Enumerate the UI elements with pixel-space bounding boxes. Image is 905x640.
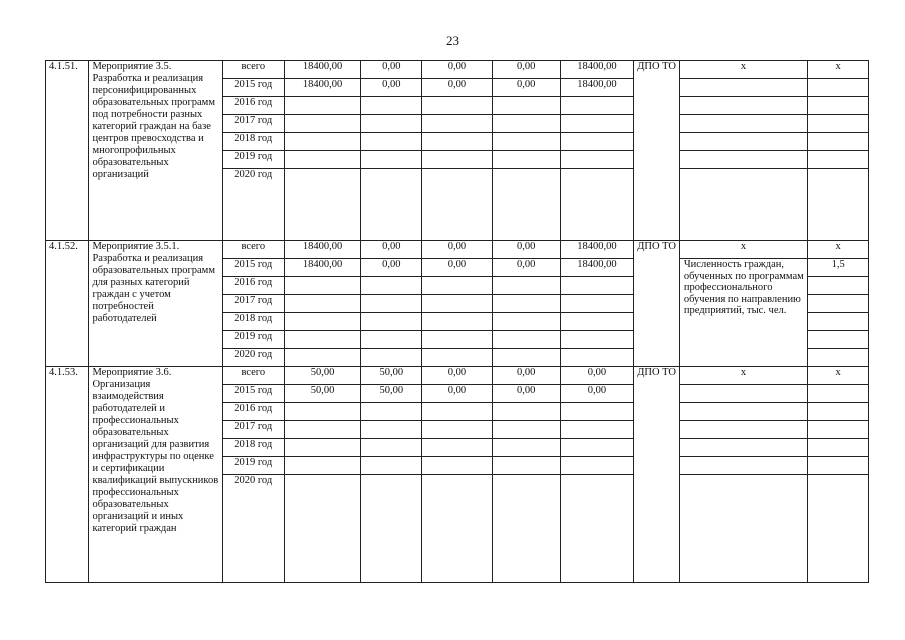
year-cell: всего — [222, 367, 284, 385]
indicator-name-cell — [679, 439, 807, 457]
amount-cell — [492, 349, 560, 367]
amount-cell — [560, 277, 634, 295]
indicator-value-cell — [808, 403, 869, 421]
event-name: Мероприятие 3.5.1. Разработка и реализация образовательных программ для разных категорий граждан с учетом потребностей работодателей — [89, 241, 222, 367]
indicator-name: Численность граждан, обученных по программам профессионального обучения по направлению предприятий, тыс. чел. — [679, 259, 807, 367]
indicator-value-cell — [808, 133, 869, 151]
year-cell: 2016 год — [222, 403, 284, 421]
table-row — [46, 241, 869, 259]
amount-cell: 0,00 — [492, 385, 560, 403]
indicator-name-cell — [679, 169, 807, 241]
indicator-value-cell — [808, 385, 869, 403]
amount-cell: 18400,00 — [560, 61, 634, 79]
indicator-value: х — [808, 61, 869, 79]
amount-cell — [361, 349, 422, 367]
amount-cell — [361, 403, 422, 421]
row-code: 4.1.53. — [46, 367, 89, 583]
amount-cell: 0,00 — [492, 79, 560, 97]
row-code: 4.1.52. — [46, 241, 89, 367]
year-cell: всего — [222, 61, 284, 79]
amount-cell — [422, 151, 493, 169]
year-cell: 2019 год — [222, 457, 284, 475]
indicator-value-cell — [808, 475, 869, 583]
indicator-name: х — [679, 241, 807, 259]
amount-cell — [492, 169, 560, 241]
year-cell: 2018 год — [222, 439, 284, 457]
amount-cell — [361, 169, 422, 241]
executor-cell: ДПО ТО — [634, 61, 679, 241]
amount-cell — [560, 349, 634, 367]
executor-cell: ДПО ТО — [634, 241, 679, 367]
year-cell: 2017 год — [222, 295, 284, 313]
amount-cell — [284, 421, 361, 439]
amount-cell: 0,00 — [422, 367, 493, 385]
amount-cell — [422, 439, 493, 457]
amount-cell — [492, 151, 560, 169]
amount-cell: 0,00 — [422, 61, 493, 79]
amount-cell — [422, 457, 493, 475]
amount-cell — [361, 97, 422, 115]
amount-cell — [422, 403, 493, 421]
indicator-value: х — [808, 367, 869, 385]
amount-cell — [361, 475, 422, 583]
amount-cell — [492, 115, 560, 133]
amount-cell — [361, 457, 422, 475]
amount-cell: 0,00 — [492, 241, 560, 259]
amount-cell — [284, 169, 361, 241]
amount-cell — [422, 475, 493, 583]
executor-cell: ДПО ТО — [634, 367, 679, 583]
indicator-value-cell — [808, 349, 869, 367]
amount-cell — [284, 313, 361, 331]
amount-cell — [284, 439, 361, 457]
amount-cell: 0,00 — [560, 367, 634, 385]
year-cell: 2020 год — [222, 349, 284, 367]
year-cell: 2020 год — [222, 475, 284, 583]
year-cell: 2016 год — [222, 277, 284, 295]
indicator-value-cell — [808, 115, 869, 133]
table-row — [46, 367, 869, 385]
year-cell: 2017 год — [222, 421, 284, 439]
amount-cell: 18400,00 — [560, 259, 634, 277]
amount-cell — [492, 421, 560, 439]
indicator-name-cell — [679, 133, 807, 151]
amount-cell — [560, 331, 634, 349]
year-cell: 2018 год — [222, 313, 284, 331]
amount-cell — [560, 313, 634, 331]
indicator-name: х — [679, 367, 807, 385]
amount-cell — [361, 439, 422, 457]
amount-cell — [560, 475, 634, 583]
amount-cell: 0,00 — [492, 259, 560, 277]
amount-cell — [422, 97, 493, 115]
amount-cell — [560, 439, 634, 457]
amount-cell — [560, 295, 634, 313]
indicator-name-cell — [679, 421, 807, 439]
amount-cell — [422, 349, 493, 367]
amount-cell — [284, 457, 361, 475]
amount-cell: 50,00 — [284, 385, 361, 403]
amount-cell: 50,00 — [361, 385, 422, 403]
amount-cell — [492, 133, 560, 151]
amount-cell — [422, 169, 493, 241]
amount-cell — [560, 169, 634, 241]
amount-cell: 0,00 — [492, 61, 560, 79]
amount-cell: 18400,00 — [284, 61, 361, 79]
amount-cell — [492, 313, 560, 331]
amount-cell — [492, 439, 560, 457]
amount-cell — [422, 331, 493, 349]
amount-cell — [492, 331, 560, 349]
indicator-value: х — [808, 241, 869, 259]
year-cell: 2015 год — [222, 259, 284, 277]
indicator-value-cell — [808, 295, 869, 313]
amount-cell — [560, 133, 634, 151]
year-cell: 2019 год — [222, 151, 284, 169]
amount-cell — [492, 295, 560, 313]
indicator-value-cell — [808, 79, 869, 97]
indicator-value-cell — [808, 313, 869, 331]
indicator-name-cell — [679, 151, 807, 169]
amount-cell: 18400,00 — [560, 241, 634, 259]
amount-cell — [284, 295, 361, 313]
amount-cell: 18400,00 — [284, 79, 361, 97]
indicator-name-cell — [679, 403, 807, 421]
program-table — [45, 60, 869, 583]
amount-cell — [492, 277, 560, 295]
indicator-value-cell — [808, 457, 869, 475]
indicator-value-cell — [808, 169, 869, 241]
year-cell: 2017 год — [222, 115, 284, 133]
row-code: 4.1.51. — [46, 61, 89, 241]
year-cell: 2018 год — [222, 133, 284, 151]
indicator-name-cell — [679, 79, 807, 97]
indicator-value-cell — [808, 151, 869, 169]
indicator-name-cell — [679, 457, 807, 475]
indicator-value-cell — [808, 331, 869, 349]
amount-cell — [361, 313, 422, 331]
indicator-name-cell — [679, 385, 807, 403]
amount-cell — [284, 331, 361, 349]
amount-cell — [284, 349, 361, 367]
event-name: Мероприятие 3.5. Разработка и реализация персонифицированных образовательных программ под потребности разных категорий граждан на базе центров превосходства и многопрофильных образовательных организаций — [89, 61, 222, 241]
amount-cell — [422, 115, 493, 133]
amount-cell: 0,00 — [560, 385, 634, 403]
amount-cell: 0,00 — [361, 241, 422, 259]
amount-cell — [284, 403, 361, 421]
amount-cell — [361, 421, 422, 439]
amount-cell — [361, 151, 422, 169]
amount-cell — [492, 475, 560, 583]
amount-cell — [361, 331, 422, 349]
amount-cell — [422, 295, 493, 313]
amount-cell — [361, 115, 422, 133]
year-cell: 2015 год — [222, 385, 284, 403]
year-cell: 2019 год — [222, 331, 284, 349]
amount-cell: 18400,00 — [560, 79, 634, 97]
amount-cell — [422, 313, 493, 331]
amount-cell — [560, 97, 634, 115]
amount-cell — [361, 133, 422, 151]
amount-cell — [560, 421, 634, 439]
amount-cell — [361, 277, 422, 295]
indicator-value-cell — [808, 439, 869, 457]
year-cell: 2020 год — [222, 169, 284, 241]
amount-cell: 0,00 — [422, 241, 493, 259]
amount-cell: 0,00 — [422, 259, 493, 277]
amount-cell: 50,00 — [361, 367, 422, 385]
amount-cell: 18400,00 — [284, 241, 361, 259]
amount-cell: 0,00 — [361, 61, 422, 79]
amount-cell: 0,00 — [361, 259, 422, 277]
year-cell: 2015 год — [222, 79, 284, 97]
amount-cell — [284, 115, 361, 133]
amount-cell — [560, 403, 634, 421]
amount-cell — [560, 151, 634, 169]
indicator-name-cell — [679, 97, 807, 115]
amount-cell — [422, 277, 493, 295]
amount-cell — [492, 97, 560, 115]
indicator-name: х — [679, 61, 807, 79]
amount-cell — [422, 421, 493, 439]
amount-cell: 0,00 — [361, 79, 422, 97]
page-number: 23 — [446, 33, 459, 48]
amount-cell — [284, 277, 361, 295]
amount-cell — [560, 115, 634, 133]
amount-cell — [284, 133, 361, 151]
table-row — [46, 61, 869, 79]
indicator-value-cell — [808, 277, 869, 295]
amount-cell — [560, 457, 634, 475]
amount-cell — [284, 475, 361, 583]
indicator-value-cell — [808, 97, 869, 115]
amount-cell: 50,00 — [284, 367, 361, 385]
amount-cell — [492, 403, 560, 421]
amount-cell: 18400,00 — [284, 259, 361, 277]
indicator-name-cell — [679, 115, 807, 133]
indicator-value: 1,5 — [808, 259, 869, 277]
amount-cell — [492, 457, 560, 475]
year-cell: 2016 год — [222, 97, 284, 115]
amount-cell — [284, 97, 361, 115]
amount-cell: 0,00 — [422, 385, 493, 403]
amount-cell — [284, 151, 361, 169]
amount-cell: 0,00 — [492, 367, 560, 385]
amount-cell — [422, 133, 493, 151]
indicator-value-cell — [808, 421, 869, 439]
indicator-name-cell — [679, 475, 807, 583]
year-cell: всего — [222, 241, 284, 259]
amount-cell: 0,00 — [422, 79, 493, 97]
amount-cell — [361, 295, 422, 313]
event-name: Мероприятие 3.6. Организация взаимодействия работодателей и профессиональных образовательных организаций для развития инфраструктуры по оценке и сертификации квалификаций выпускников профессиональных образовательных организаций и иных категорий граждан — [89, 367, 222, 583]
